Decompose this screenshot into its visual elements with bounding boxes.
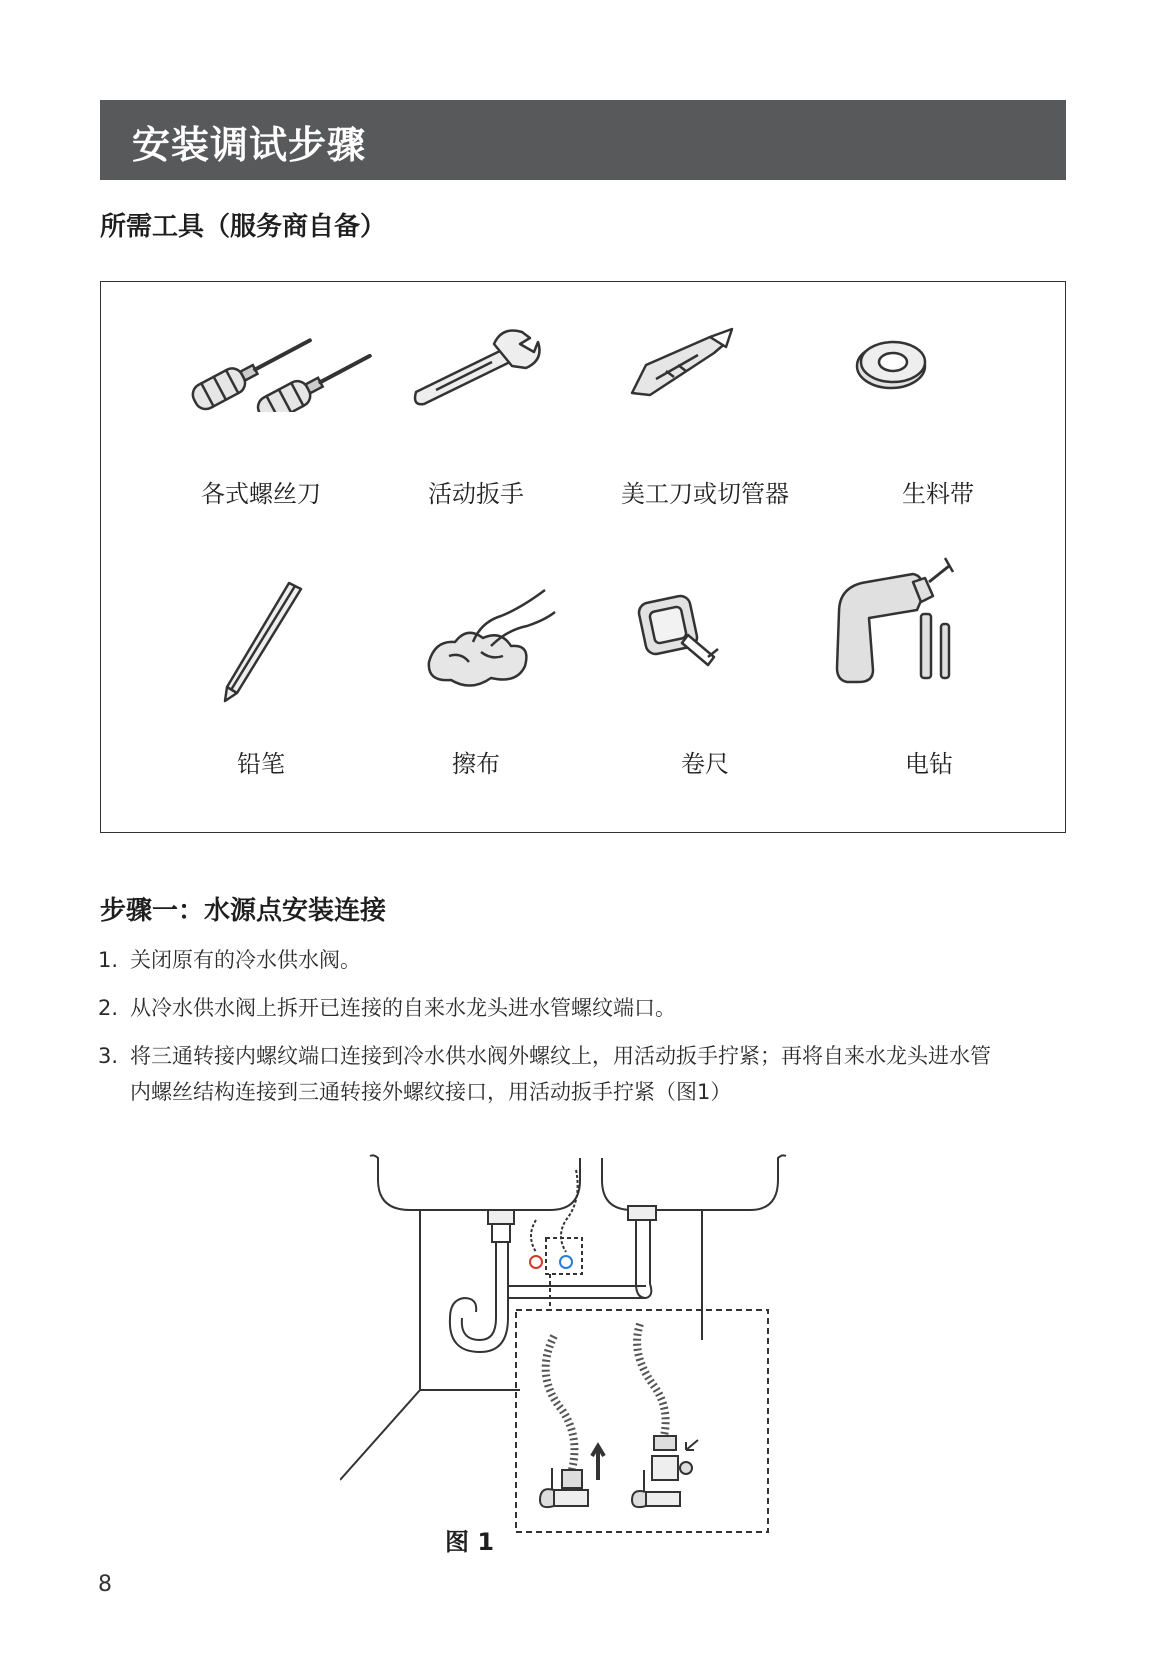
tool-label-screwdriver: 各式螺丝刀 xyxy=(201,480,321,508)
tool-label-wrench: 活动扳手 xyxy=(428,480,524,508)
tool-label-drill: 电钻 xyxy=(905,750,953,778)
step1-item xyxy=(98,992,676,1022)
tool-label-pencil: 铅笔 xyxy=(237,750,285,778)
installation-diagram xyxy=(340,1140,820,1560)
step1-heading: 步骤一：水源点安装连接 xyxy=(100,896,387,926)
ptfe-tape-icon xyxy=(853,332,933,392)
utility-knife-icon xyxy=(626,327,746,407)
tool-label-cloth: 擦布 xyxy=(452,750,500,778)
figure-caption: 图 1 xyxy=(445,1528,495,1556)
tool-label-ptfe-tape: 生料带 xyxy=(902,480,974,508)
screwdriver-icon xyxy=(181,322,381,412)
step1-item-text: 从冷水供水阀上拆开已连接的自来水龙头进水管螺纹端口。 xyxy=(130,996,676,1020)
step1-item-number: 3. xyxy=(98,1044,119,1068)
tool-label-tape-measure: 卷尺 xyxy=(681,750,729,778)
cloth-icon xyxy=(421,582,561,697)
pencil-icon xyxy=(211,577,311,707)
tool-label-utility-knife: 美工刀或切管器 xyxy=(621,480,789,508)
tools-panel xyxy=(100,281,1066,833)
step1-item xyxy=(98,1040,991,1070)
wrench-icon xyxy=(406,322,546,407)
step1-item-text: 关闭原有的冷水供水阀。 xyxy=(130,948,361,972)
section-banner xyxy=(100,100,1066,180)
tools-heading: 所需工具（服务商自备） xyxy=(100,212,387,242)
step1-item xyxy=(98,944,361,974)
step1-item-text: 将三通转接内螺纹端口连接到冷水供水阀外螺纹上，用活动扳手拧紧；再将自来水龙头进水管 xyxy=(130,1044,991,1068)
step1-item-continuation: 内螺丝结构连接到三通转接外螺纹接口，用活动扳手拧紧（图1） xyxy=(130,1080,732,1104)
step1-item-number: 1. xyxy=(98,948,119,972)
step1-item-number: 2. xyxy=(98,996,119,1020)
page-number: 8 xyxy=(98,1572,112,1597)
page-title: 安装调试步骤 xyxy=(132,123,367,167)
tape-measure-icon xyxy=(636,587,726,677)
drill-icon xyxy=(829,552,969,692)
